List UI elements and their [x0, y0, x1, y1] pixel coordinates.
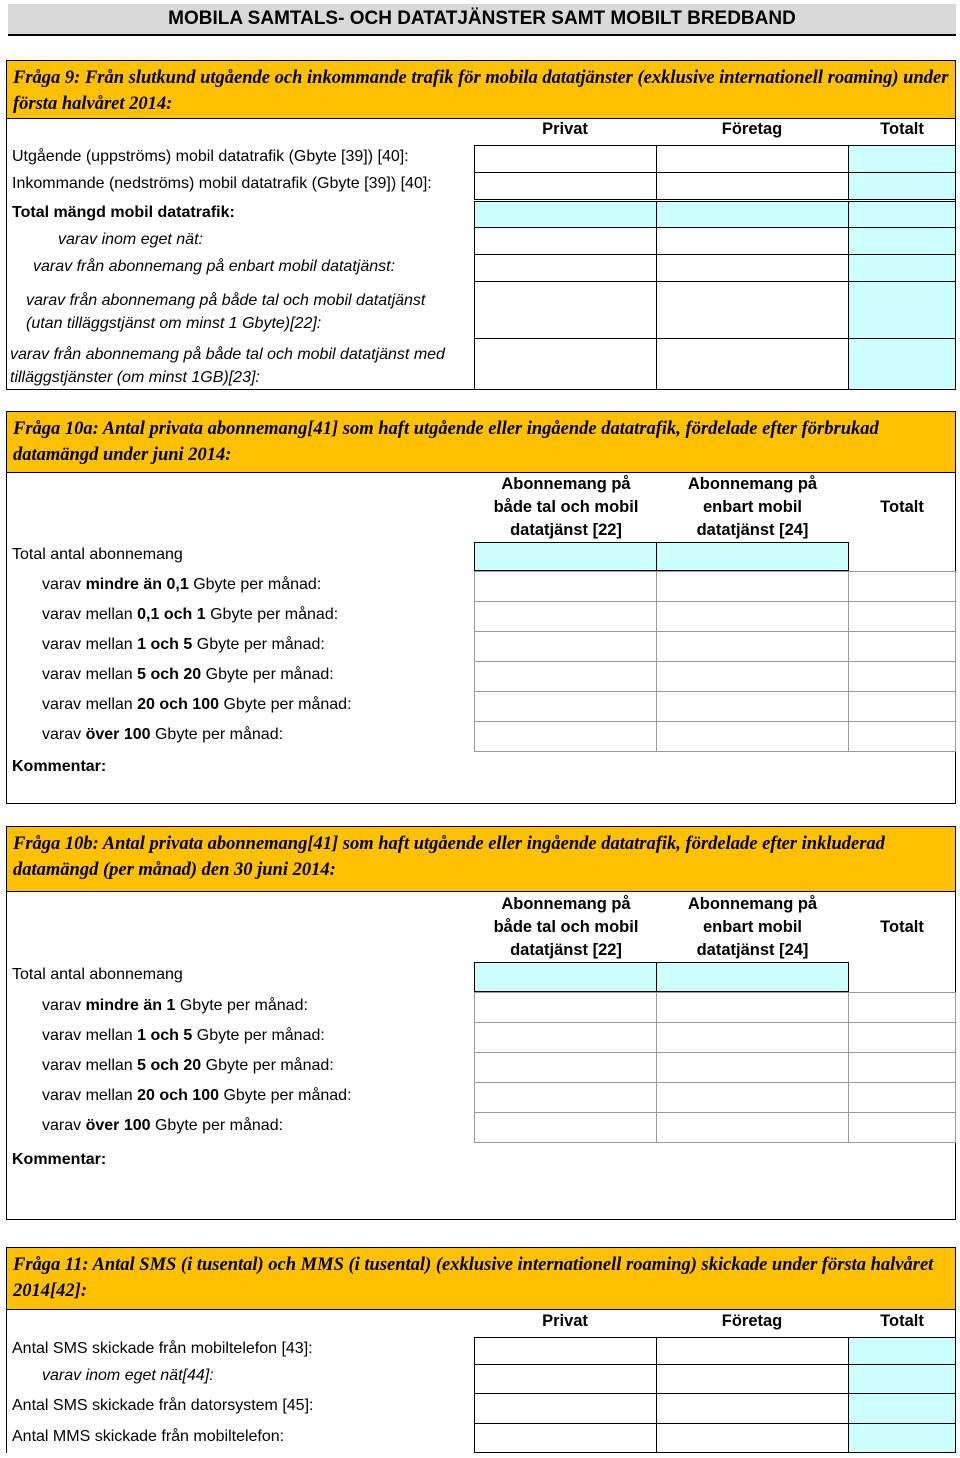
- q10b-range-unit: Gbyte per månad:: [205, 1057, 334, 1074]
- q10a-range-unit: Gbyte per månad:: [205, 666, 334, 683]
- q10b-input-totalt[interactable]: [848, 1112, 956, 1143]
- q10a-range-prefix: varav mellan: [42, 606, 133, 623]
- q10b-range-prefix: varav: [42, 997, 82, 1014]
- q10a-range-unit: Gbyte per månad:: [210, 606, 339, 623]
- q11-row-label: Antal SMS skickade från datorsystem [45]:: [12, 1397, 314, 1414]
- q10a-range-prefix: varav mellan: [42, 666, 133, 683]
- q10b-input-both[interactable]: [474, 1082, 657, 1113]
- q10a-range-value: 5 och 20: [137, 666, 202, 683]
- q11-total-cell[interactable]: [848, 1423, 956, 1453]
- q9-input-foretag[interactable]: [656, 338, 849, 390]
- q10b-range-value: 20 och 100: [137, 1087, 219, 1104]
- q10b-comment-label: Kommentar:: [12, 1151, 107, 1168]
- q10a-heading: Fråga 10a: Antal privata abonnemang[41] som haft utgående eller ingående datatrafik, fördelade efter förbrukad datamängd under juni 2014:: [7, 412, 955, 473]
- q10a-comment-label: Kommentar:: [12, 758, 107, 775]
- q9-col-privat: Privat: [542, 120, 588, 138]
- q10b-input-both[interactable]: [474, 992, 657, 1023]
- q10a-comment-field[interactable]: [120, 756, 950, 800]
- q10b-input-data-only[interactable]: [656, 1082, 849, 1113]
- q10a-range-unit: Gbyte per månad:: [223, 696, 352, 713]
- q10b-col-both: Abonnemang på både tal och mobil datatjänst [22]: [493, 895, 639, 959]
- q9-total-cell[interactable]: [848, 338, 956, 390]
- q9-row-label: varav inom eget nät:: [58, 231, 203, 248]
- q10b-col-totalt: Totalt: [880, 918, 924, 936]
- q10b-range-prefix: varav mellan: [42, 1057, 133, 1074]
- q10a-input-both[interactable]: [474, 721, 657, 752]
- q9-total-cell[interactable]: [848, 145, 956, 173]
- q10b-input-data-only[interactable]: [656, 1112, 849, 1143]
- q9-col-foretag: Företag: [721, 120, 783, 138]
- q9-input-privat[interactable]: [474, 281, 657, 339]
- q10b-input-data-only[interactable]: [656, 992, 849, 1023]
- q10a-input-totalt[interactable]: [848, 661, 956, 692]
- q10b-input-totalt[interactable]: [848, 1022, 956, 1053]
- q11-input-foretag[interactable]: [656, 1337, 849, 1365]
- q10a-range-unit: Gbyte per månad:: [154, 726, 284, 743]
- q9-heading: Fråga 9: Från slutkund utgående och inkommande trafik för mobila datatjänster (exklusive internationell roaming) under första halvåret 2014:: [7, 61, 955, 119]
- q10b-total-label: Total antal abonnemang: [12, 966, 183, 983]
- q9-row-label: varav från abonnemang på både tal och mobil datatjänst (utan tilläggstjänst om minst 1 Gbyte)[22]:: [26, 292, 426, 332]
- q11-input-foretag[interactable]: [656, 1423, 849, 1453]
- q11-total-cell[interactable]: [848, 1364, 956, 1394]
- q10a-range-row-label: [42, 665, 334, 684]
- q10a-range-unit: Gbyte per månad:: [196, 636, 325, 653]
- q9-row-label: Utgående (uppströms) mobil datatrafik (Gbyte [39]) [40]:: [12, 148, 409, 165]
- q10b-range-row-label: [42, 1116, 283, 1135]
- q11-total-cell[interactable]: [848, 1393, 956, 1424]
- q10b-total-cell[interactable]: [656, 962, 849, 992]
- q10a-input-totalt[interactable]: [848, 721, 956, 752]
- q11-input-privat[interactable]: [474, 1337, 657, 1365]
- q10a-input-both[interactable]: [474, 571, 657, 602]
- q10b-range-row-label: [42, 996, 308, 1015]
- q9-input-privat[interactable]: [474, 172, 657, 200]
- q11-input-privat[interactable]: [474, 1393, 657, 1424]
- q10a-range-value: över 100: [85, 726, 151, 743]
- q9-total-cell[interactable]: [848, 281, 956, 339]
- q9-input-foretag[interactable]: [656, 254, 849, 282]
- q11-input-foretag[interactable]: [656, 1364, 849, 1394]
- q11-row-label: Antal MMS skickade från mobiltelefon:: [12, 1428, 285, 1445]
- q9-total-cell[interactable]: [656, 201, 849, 228]
- q10b-range-value: 5 och 20: [137, 1057, 202, 1074]
- q10b-total-cell[interactable]: [474, 962, 657, 992]
- q9-row-label: Inkommande (nedströms) mobil datatrafik (Gbyte [39]) [40]:: [12, 175, 432, 192]
- q9-input-foretag[interactable]: [656, 281, 849, 339]
- q9-input-privat[interactable]: [474, 145, 657, 173]
- q10b-range-prefix: varav: [42, 1117, 82, 1134]
- q9-input-privat[interactable]: [474, 254, 657, 282]
- q10b-range-value: mindre än 1: [85, 997, 176, 1014]
- q10a-input-data-only[interactable]: [656, 631, 849, 662]
- q10a-col-totalt: Totalt: [880, 498, 924, 516]
- q10a-range-value: 1 och 5: [137, 636, 193, 653]
- q10a-range-row-label: [42, 635, 325, 654]
- q10a-input-data-only[interactable]: [656, 571, 849, 602]
- q11-col-foretag: Företag: [721, 1312, 783, 1330]
- q10a-range-value: mindre än 0,1: [85, 576, 189, 593]
- q9-input-foretag[interactable]: [656, 145, 849, 173]
- q9-total-cell[interactable]: [848, 227, 956, 255]
- q10a-input-data-only[interactable]: [656, 661, 849, 692]
- q10b-input-both[interactable]: [474, 1022, 657, 1053]
- q10a-range-row-label: [42, 575, 321, 594]
- q10a-col-data-only: Abonnemang på enbart mobil datatjänst [24]: [687, 475, 818, 539]
- q10b-range-value: 1 och 5: [137, 1027, 193, 1044]
- q9-input-foretag[interactable]: [656, 172, 849, 200]
- q9-row-label: Total mängd mobil datatrafik:: [12, 204, 235, 221]
- q11-col-totalt: Totalt: [880, 1312, 924, 1330]
- q10b-range-unit: Gbyte per månad:: [154, 1117, 284, 1134]
- q10a-input-data-only[interactable]: [656, 721, 849, 752]
- q9-total-cell[interactable]: [474, 201, 657, 228]
- q10a-input-totalt[interactable]: [848, 571, 956, 602]
- q10a-total-label: Total antal abonnemang: [12, 546, 183, 563]
- q10b-range-row-label: [42, 1086, 352, 1105]
- q10b-range-value: över 100: [85, 1117, 151, 1134]
- q9-input-privat[interactable]: [474, 227, 657, 255]
- q11-input-privat[interactable]: [474, 1423, 657, 1453]
- q10a-range-value: 20 och 100: [137, 696, 219, 713]
- q10b-range-row-label: [42, 1056, 334, 1075]
- q11-input-foretag[interactable]: [656, 1393, 849, 1424]
- q9-input-privat[interactable]: [474, 338, 657, 390]
- q9-input-foretag[interactable]: [656, 227, 849, 255]
- q9-total-cell[interactable]: [848, 201, 956, 228]
- q10b-range-unit: Gbyte per månad:: [223, 1087, 352, 1104]
- q10b-input-both[interactable]: [474, 1052, 657, 1083]
- q10a-range-value: 0,1 och 1: [137, 606, 206, 623]
- q10a-input-totalt[interactable]: [848, 691, 956, 722]
- q10b-input-data-only[interactable]: [656, 1052, 849, 1083]
- q10b-input-totalt[interactable]: [848, 1052, 956, 1083]
- q9-row-label: varav från abonnemang på enbart mobil datatjänst:: [33, 258, 396, 275]
- q10a-input-data-only[interactable]: [656, 691, 849, 722]
- q10a-total-cell[interactable]: [656, 542, 849, 571]
- q10a-range-row-label: [42, 695, 352, 714]
- q9-row-label: varav från abonnemang på både tal och mobil datatjänst med tilläggstjänster (om minst 1GB)[23]:: [10, 346, 445, 386]
- q9-col-totalt: Totalt: [880, 120, 924, 138]
- q10b-input-both[interactable]: [474, 1112, 657, 1143]
- q10a-input-both[interactable]: [474, 631, 657, 662]
- q10a-input-totalt[interactable]: [848, 601, 956, 632]
- q10b-col-data-only: Abonnemang på enbart mobil datatjänst [24]: [687, 895, 818, 959]
- q10a-input-both[interactable]: [474, 661, 657, 692]
- q10b-input-totalt[interactable]: [848, 1082, 956, 1113]
- q10b-range-unit: Gbyte per månad:: [179, 997, 308, 1014]
- q10a-range-prefix: varav mellan: [42, 696, 133, 713]
- q10b-range-prefix: varav mellan: [42, 1027, 133, 1044]
- q10a-input-totalt[interactable]: [848, 631, 956, 662]
- q11-row-label: Antal SMS skickade från mobiltelefon [43]:: [12, 1340, 313, 1357]
- q10b-range-unit: Gbyte per månad:: [196, 1027, 325, 1044]
- q10a-col-both: Abonnemang på både tal och mobil datatjänst [22]: [493, 475, 639, 539]
- q10a-range-prefix: varav: [42, 576, 82, 593]
- q10a-range-row-label: [42, 605, 338, 624]
- q10a-input-data-only[interactable]: [656, 601, 849, 632]
- q10b-range-prefix: varav mellan: [42, 1087, 133, 1104]
- q10a-range-unit: Gbyte per månad:: [193, 576, 322, 593]
- q11-col-privat: Privat: [542, 1312, 588, 1330]
- q10b-comment-field[interactable]: [120, 1148, 950, 1214]
- q11-total-cell[interactable]: [848, 1337, 956, 1365]
- q9-total-cell[interactable]: [848, 254, 956, 282]
- q10a-range-row-label: [42, 725, 283, 744]
- q10a-total-cell[interactable]: [474, 542, 657, 571]
- q10a-range-prefix: varav: [42, 726, 82, 743]
- q10b-input-totalt[interactable]: [848, 992, 956, 1023]
- q9-total-cell[interactable]: [848, 172, 956, 200]
- q10a-input-both[interactable]: [474, 691, 657, 722]
- q11-row-label: varav inom eget nät[44]:: [42, 1367, 214, 1384]
- q11-heading: Fråga 11: Antal SMS (i tusental) och MMS (i tusental) (exklusive internationell roaming) skickade under första halvåret 2014[42]:: [7, 1248, 955, 1310]
- q10b-input-data-only[interactable]: [656, 1022, 849, 1053]
- q10a-input-both[interactable]: [474, 601, 657, 632]
- page-title: MOBILA SAMTALS- OCH DATATJÄNSTER SAMT MOBILT BREDBAND: [8, 4, 956, 36]
- q10b-heading: Fråga 10b: Antal privata abonnemang[41] som haft utgående eller ingående datatrafik, fördelade efter inkluderad datamängd (per månad) den 30 juni 2014:: [7, 827, 955, 892]
- q11-input-privat[interactable]: [474, 1364, 657, 1394]
- q10b-range-row-label: [42, 1026, 325, 1045]
- q10a-range-prefix: varav mellan: [42, 636, 133, 653]
